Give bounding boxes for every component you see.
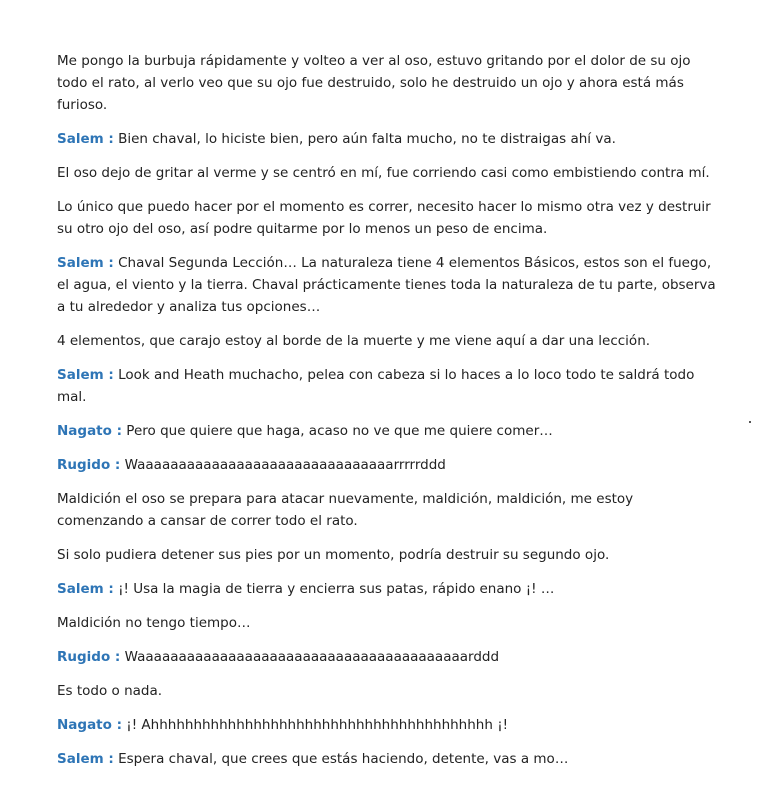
dialogue-line [57,420,717,442]
paragraph-text: Si solo pudiera detener sus pies por un momento, podría destruir su segundo ojo. [57,547,610,563]
dialogue-text: Waaaaaaaaaaaaaaaaaaaaaaaaaaaaaaaaaaaaaaaarddd [120,649,500,665]
dialogue-text: Waaaaaaaaaaaaaaaaaaaaaaaaaaaaaaarrrrrddd [120,457,446,473]
speaker-name: Salem : [57,751,114,767]
narration-paragraph [57,680,717,702]
speaker-name: Rugido : [57,649,121,665]
speaker-name: Nagato : [57,717,123,733]
narration-paragraph [57,196,717,240]
speaker-name: Nagato : [57,423,123,439]
paragraph-text: El oso dejo de gritar al verme y se centró en mí, fue corriendo casi como embistiendo contra mí. [57,165,710,181]
dialogue-line [57,128,717,150]
speaker-name: Rugido : [57,457,121,473]
dialogue-line [57,364,717,408]
dialogue-text: ¡! Usa la magia de tierra y encierra sus patas, rápido enano ¡! … [113,581,555,597]
paragraph-text: Es todo o nada. [57,683,163,699]
paragraph-text: Maldición el oso se prepara para atacar nuevamente, maldición, maldición, me estoy comenzando a cansar de correr todo el rato. [57,491,634,529]
dialogue-text: Chaval Segunda Lección… La naturaleza tiene 4 elementos Básicos, estos son el fuego, el agua, el viento y la tierra. Chaval prácticamente tienes toda la naturaleza de tu parte, observa a tu alrededor y analiza tus opciones… [57,255,716,315]
paragraph-text: Me pongo la burbuja rápidamente y volteo a ver al oso, estuvo gritando por el dolor de su ojo todo el rato, al verlo veo que su ojo fue destruido, solo he destruido un ojo y ahora está más furioso. [57,53,691,113]
narration-paragraph [57,162,717,184]
dialogue-line [57,714,717,736]
speaker-name: Salem : [57,255,114,271]
dialogue-line [57,748,717,770]
narration-paragraph [57,488,717,532]
dialogue-text: ¡! Ahhhhhhhhhhhhhhhhhhhhhhhhhhhhhhhhhhhhhhhh ¡! [122,717,509,733]
paragraph-text: Maldición no tengo tiempo… [57,615,251,631]
dialogue-text: Espera chaval, que crees que estás haciendo, detente, vas a mo… [113,751,569,767]
speaker-name: Salem : [57,581,114,597]
dialogue-line [57,646,717,668]
speaker-name: Salem : [57,131,114,147]
narration-paragraph [57,544,717,566]
narration-paragraph [57,612,717,634]
dialogue-text: Pero que quiere que haga, acaso no ve que me quiere comer… [122,423,553,439]
dialogue-text: Look and Heath muchacho, pelea con cabeza si lo haces a lo loco todo te saldrá todo mal. [57,367,695,405]
speaker-name: Salem : [57,367,114,383]
paragraph-text: 4 elementos, que carajo estoy al borde de la muerte y me viene aquí a dar una lección. [57,333,651,349]
dialogue-line [57,454,717,476]
dialogue-line [57,578,717,600]
dialogue-line [57,252,717,318]
stray-mark [749,421,751,423]
narration-paragraph [57,50,717,116]
document-body [57,50,717,782]
paragraph-text: Lo único que puedo hacer por el momento es correr, necesito hacer lo mismo otra vez y destruir su otro ojo del oso, así podre quitarme por lo menos un peso de encima. [57,199,711,237]
narration-paragraph [57,330,717,352]
dialogue-text: Bien chaval, lo hiciste bien, pero aún falta mucho, no te distraigas ahí va. [113,131,616,147]
